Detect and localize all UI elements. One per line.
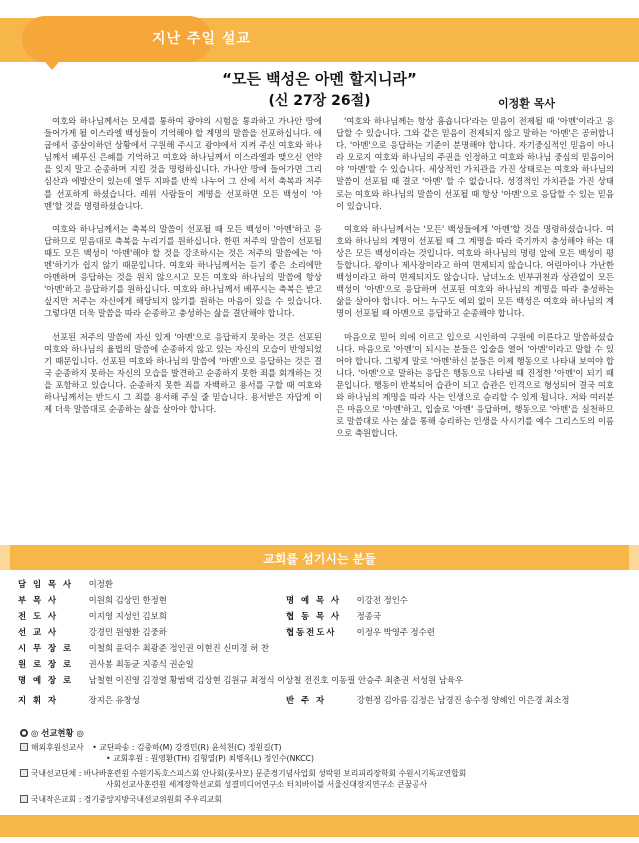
- overseas-row: [20, 742, 620, 753]
- staff-role: 선 교 사: [18, 627, 59, 637]
- staff-names: 이철희 윤덕수 최광준 정인권 이현진 신미경 허 찬: [88, 643, 270, 653]
- staff-names: 권사봉 최동균 지종식 권순일: [88, 659, 194, 669]
- overseas-line-2: • 교회후원 : 원영환(TH) 김형열(P) 최병옥(L) 정인수(NKCC): [106, 754, 315, 763]
- staff-role: 담 임 목 사: [18, 579, 74, 589]
- domestic-label: 국내선교단체: [31, 769, 77, 778]
- staff-role: 협 동 목 사: [286, 611, 342, 621]
- staff-row-missionary: [18, 626, 167, 638]
- staff-row-conductor: [18, 694, 140, 706]
- sermon-paragraph: 여호와 하나님께서는 축복의 말씀이 선포될 때 모든 백성이 '아멘'하고 응답하므로 믿음대로 축복을 누리기를 원하십니다. 한편 저주의 말씀이 선포될 때도 모든 백성이 '아멘'해야 할 것을 강조하시는 것은 저주의 말씀에는 '아멘'하기가 쉽지 않기 때문입니다. 여호와 하나님께서는 듣기 좋은 소리에만 아멘하며 응답하는 것을 원치 않으시고 모든 여호와 하나님의 말씀에 항상 '아멘'하고 응답하기를 원하십니다. 여호와 하나님께서 베푸시는 축복은 받고 싶지만 저주는 자신에게 해당되지 않기를 원하는 마음이 있을 수 있습니다. 그렇다면 더욱 말씀을 따라 순종하고 충성하는 삶을 결단해야 합니다.: [44, 223, 322, 319]
- staff-row-active-elder: [18, 642, 269, 654]
- domestic-row: [20, 768, 620, 779]
- missions-section: [20, 728, 620, 805]
- square-bullet-icon: [20, 743, 28, 751]
- staff-row-accompanist: [286, 694, 569, 706]
- staff-role: 명 예 장 로: [18, 675, 74, 685]
- staff-row-cooperating-evangelist: [286, 626, 435, 638]
- staff-row-retired-elder: [18, 658, 194, 670]
- staff-role: 전 도 사: [18, 611, 59, 621]
- domestic-row-2: [20, 779, 620, 790]
- staff-role: 부 목 사: [18, 595, 59, 605]
- square-bullet-icon: [20, 795, 28, 803]
- sermon-paragraph: '여호와 하나님께는 항상 흠숍니다'라는 믿음이 전제될 때 '아멘'이라고 응답할 수 있습니다. 그와 같은 믿음이 전제되지 않고 말하는 '아멘'은 공허합니다. '아멘'으로 응답하는 기준이 분명해야 합니다. 자기중심적인 믿음이 아니라 오로지 여호와 하나님의 주권을 인정하고 여호와 하나님 중심의 믿음이어야 '아멘'할 수 있습니다. 세상적인 가치관을 가진 상태로는 여호와 하나님의 말씀이 선포될 때 결코 '아멘' 할 수 없습니다. 성경적인 가치관을 가진 상태로는 여호와 하나님의 말씀이 선포될 때 항상 '아멘'으로 응답할 수 있는 믿음이 있습니다.: [336, 116, 614, 211]
- square-bullet-icon: [20, 769, 28, 777]
- sermon-paragraph: 선포된 저주의 말씀에 자신 있게 '아멘'으로 응답하지 못하는 것은 선포된 여호와 하나님의 율법의 말씀에 순종하지 않고 있는 자신의 모습이 반영되었기 때문입니다. 선포된 여호와 하나님의 말씀에 '아멘'으로 응답하는 것은 결국 순종하지 못하는 자신의 모습을 발견하고 순종하지 못한 죄를 회개하는 것을 포함하고 있습니다. 순종하지 못한 죄를 자백하고 용서를 구할 때 여호와 하나님께서는 반드시 그 죄를 용서해 주실 줄 믿습니다. 용서받은 자답게 이제 더욱 말씀대로 순종하는 삶을 살아야 합니다.: [44, 331, 322, 415]
- small-church-label: 국내작은교회: [31, 795, 77, 804]
- small-church-line: : 경기중앙지방국내선교위원회 주우리교회: [78, 795, 222, 804]
- overseas-label: 해외후원선교사: [31, 743, 84, 752]
- staff-names: 이원희 김상민 한정현: [88, 595, 167, 605]
- sermon-column-left: [44, 115, 322, 426]
- staff-names: 이정환: [88, 579, 113, 589]
- staff-names: 강현정 김아름 김정은 남경진 송수정 양혜인 이은경 최소정: [356, 695, 570, 705]
- domestic-line-2: 사회선교사훈련원 세계장학선교회 성결미디어연구소 터치바이블 서울신대장지연구소 큰꿈공사: [106, 780, 428, 789]
- overseas-line-1: • 교단파송 : 김중하(M) 강경민(R) 윤석천(C) 정원길(T): [92, 743, 282, 752]
- sermon-paragraph: 여호와 하나님께서는 '모든' 백성들에게 '아멘'할 것을 명령하셨습니다. 여호와 하나님의 계명이 선포될 때 그 계명을 따라 죽기까지 충성해야 하는 대상은 모든 백성이라는 것입니다. 여호와 하나님의 명령 앞에 모든 백성이 평등합니다. 왕이나 제사장이라고 하여 면제되지 않습니다. 어린아이나 가난한 백성이라고 하여 면제되지도 않습니다. 남녀노소 빈부귀천과 상관없이 모든 백성이 '아멘'으로 응답하며 선포된 여호와 하나님의 계명을 따라 충성하는 삶을 살아야 합니다. 어느 누구도 예외 없이 모든 백성은 여호와 하나님의 계명이 선포될 때 아멘으로 응답하고 순종해야 합니다.: [336, 223, 614, 319]
- header-banner: [0, 0, 639, 78]
- staff-names: 정종국: [356, 611, 381, 621]
- ring-icon: [20, 729, 28, 737]
- missions-title: [20, 728, 620, 739]
- domestic-line-1: : 바나바훈련원 수원기독호스피스회 안나회(룻사모) 문준경기념사업회 성락원 보리피리장학회 수원시기독교연합회: [78, 769, 467, 778]
- staff-names: 남철현 이진영 김경열 황범택 김상현 김원규 최정식 이상철 전진호 이동필 안승주 최춘권 서성원 남육우: [88, 675, 464, 685]
- sermon-reference: (신 27장 26절): [268, 93, 371, 109]
- staff-names: 이지영 지성인 김보희: [88, 611, 167, 621]
- staff-row-cooperating-pastor: [286, 610, 381, 622]
- staff-names: 장지은 유창성: [88, 695, 140, 705]
- overseas-row-2: [20, 753, 620, 764]
- footer-band: [0, 815, 639, 837]
- small-church-row: [20, 794, 620, 805]
- staff-names: 이강전 정인수: [356, 595, 408, 605]
- staff-names: 강경민 원영환 김중하: [88, 627, 167, 637]
- members-section-band: [0, 545, 639, 570]
- staff-role: 협동전도사: [286, 627, 337, 637]
- missions-title-text: ◎ 선교현황 ◎: [31, 728, 84, 738]
- staff-row-evangelist: [18, 610, 167, 622]
- members-section-title: 교회를 섬기시는 분들: [263, 552, 376, 566]
- staff-names: 이정우 박영주 정수련: [356, 627, 435, 637]
- staff-row-honorary-elder: [18, 674, 463, 686]
- staff-role: 지 휘 자: [18, 695, 59, 705]
- staff-row-associate-pastor: [18, 594, 167, 606]
- staff-row-emeritus-pastor: [286, 594, 408, 606]
- sermon-paragraph: 여호와 하나님께서는 모세를 통하여 광야의 시험을 통과하고 가나안 땅에 들어가게 될 이스라엘 백성들이 기억해야 할 계명의 말씀을 선포하십니다. 애굽에서 종살이하던 상황에서 구원해 주시고 광야에서 지켜 주신 여호와 하나님께서 베푸신 은혜를 기억하고 여호와 하나님께서 이스라엘과 맺으신 언약을 잊지 말고 순종하며 지킬 것을 명령하십니다. 가나안 땅에 들어가면 그리심산과 에발산이 있는데 열두 지파를 반씩 나누어 그 산에 서서 축복과 저주를 선포하게 하셨습니다. 레위 사람들이 계명을 선포하면 모든 백성이 '아멘'할 것을 명령하셨습니다.: [44, 116, 322, 211]
- staff-role: 반 주 자: [286, 695, 327, 705]
- preacher-name: 이정환 목사: [498, 97, 555, 110]
- sermon-title: “모든 백성은 아멘 할지니라”: [222, 70, 417, 88]
- staff-role: 시 무 장 로: [18, 643, 74, 653]
- sermon-paragraph: 마음으로 믿어 의에 이르고 입으로 시인하여 구원에 이른다고 말씀하셨습니다. 마음으로 '아멘'이 되시는 분들은 입술을 열어 '아멘'이라고 말할 수 있어야 합니다. 그렇게 말로 '아멘'하신 분들은 이제 행동으로 나타내 보여야 합니다. '아멘'으로 말하는 응답은 행동으로 나타낼 때 진정한 '아멘'이 되기 때문입니다. 행동이 반복되어 습관이 되고 습관은 인격으로 형성되어 결국 여호와 하나님의 계명을 따라 사는 인생으로 승리할 수 있게 됩니다. 저와 여러분은 마음으로 '아멘'하고, 입술로 '아멘' 응답하며, 행동으로 '아멘'을 실천하므로 말씀대로 사는 삶을 통해 승리하는 인생을 사시기를 예수 그리스도의 이름으로 축원합니다.: [336, 331, 614, 439]
- staff-role: 원 로 장 로: [18, 659, 74, 669]
- section-title: 지난 주일 설교: [152, 31, 251, 47]
- sermon-column-right: [336, 115, 614, 450]
- staff-role: 명 예 목 사: [286, 595, 342, 605]
- staff-row-senior-pastor: [18, 578, 113, 590]
